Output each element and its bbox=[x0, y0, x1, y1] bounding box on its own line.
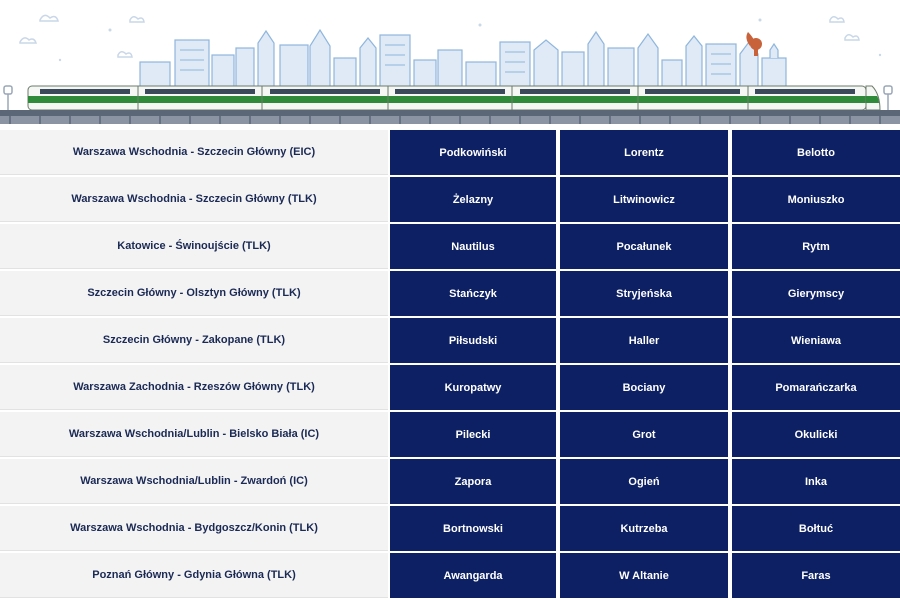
table-row bbox=[0, 224, 900, 269]
train-name-cell: Okulicki bbox=[732, 412, 900, 457]
route-label: Warszawa Wschodnia/Lublin - Zwardoń (IC) bbox=[0, 459, 388, 504]
train-name-cell: Zapora bbox=[390, 459, 556, 504]
train-name-cell: Awangarda bbox=[390, 553, 556, 598]
table-row bbox=[0, 553, 900, 598]
train-name-cell: Pomarańczarka bbox=[732, 365, 900, 410]
table-row bbox=[0, 412, 900, 457]
train-name-cell: Żelazny bbox=[390, 177, 556, 222]
route-label: Warszawa Zachodnia - Rzeszów Główny (TLK) bbox=[0, 365, 388, 410]
table-row bbox=[0, 177, 900, 222]
table-row bbox=[0, 506, 900, 551]
train-name-cell: Faras bbox=[732, 553, 900, 598]
train-name-cell: Podkowiński bbox=[390, 130, 556, 175]
train-name-cell: Rytm bbox=[732, 224, 900, 269]
train-name-cell: Bołtuć bbox=[732, 506, 900, 551]
train-name-cell: Kuropatwy bbox=[390, 365, 556, 410]
route-names-table bbox=[0, 130, 900, 600]
table-row bbox=[0, 130, 900, 175]
table-row bbox=[0, 318, 900, 363]
table-row bbox=[0, 365, 900, 410]
train-name-cell: Ogień bbox=[560, 459, 728, 504]
train-name-cell: Haller bbox=[560, 318, 728, 363]
train-name-cell: Stryjeńska bbox=[560, 271, 728, 316]
route-label: Poznań Główny - Gdynia Główna (TLK) bbox=[0, 553, 388, 598]
route-label: Szczecin Główny - Olsztyn Główny (TLK) bbox=[0, 271, 388, 316]
train-name-cell: Stańczyk bbox=[390, 271, 556, 316]
train-name-cell: Grot bbox=[560, 412, 728, 457]
route-label: Warszawa Wschodnia - Szczecin Główny (EIC) bbox=[0, 130, 388, 175]
route-label: Szczecin Główny - Zakopane (TLK) bbox=[0, 318, 388, 363]
train-name-cell: Lorentz bbox=[560, 130, 728, 175]
train-name-cell: Piłsudski bbox=[390, 318, 556, 363]
route-label: Warszawa Wschodnia/Lublin - Bielsko Biała (IC) bbox=[0, 412, 388, 457]
train-name-cell: Nautilus bbox=[390, 224, 556, 269]
train-name-cell: Belotto bbox=[732, 130, 900, 175]
table-row bbox=[0, 459, 900, 504]
train-name-cell: Pilecki bbox=[390, 412, 556, 457]
train-name-cell: Inka bbox=[732, 459, 900, 504]
train-name-cell: Litwinowicz bbox=[560, 177, 728, 222]
table-row bbox=[0, 271, 900, 316]
train-name-cell: Wieniawa bbox=[732, 318, 900, 363]
route-label: Warszawa Wschodnia - Szczecin Główny (TLK) bbox=[0, 177, 388, 222]
train-name-cell: Bociany bbox=[560, 365, 728, 410]
train-name-cell: Gierymscy bbox=[732, 271, 900, 316]
train-name-cell: Bortnowski bbox=[390, 506, 556, 551]
banner bbox=[0, 0, 900, 130]
route-label: Warszawa Wschodnia - Bydgoszcz/Konin (TLK) bbox=[0, 506, 388, 551]
train-city-illustration-icon bbox=[0, 0, 900, 130]
train-name-cell: Pocałunek bbox=[560, 224, 728, 269]
train-name-cell: Moniuszko bbox=[732, 177, 900, 222]
route-label: Katowice - Świnoujście (TLK) bbox=[0, 224, 388, 269]
train-name-cell: W Altanie bbox=[560, 553, 728, 598]
train-name-cell: Kutrzeba bbox=[560, 506, 728, 551]
